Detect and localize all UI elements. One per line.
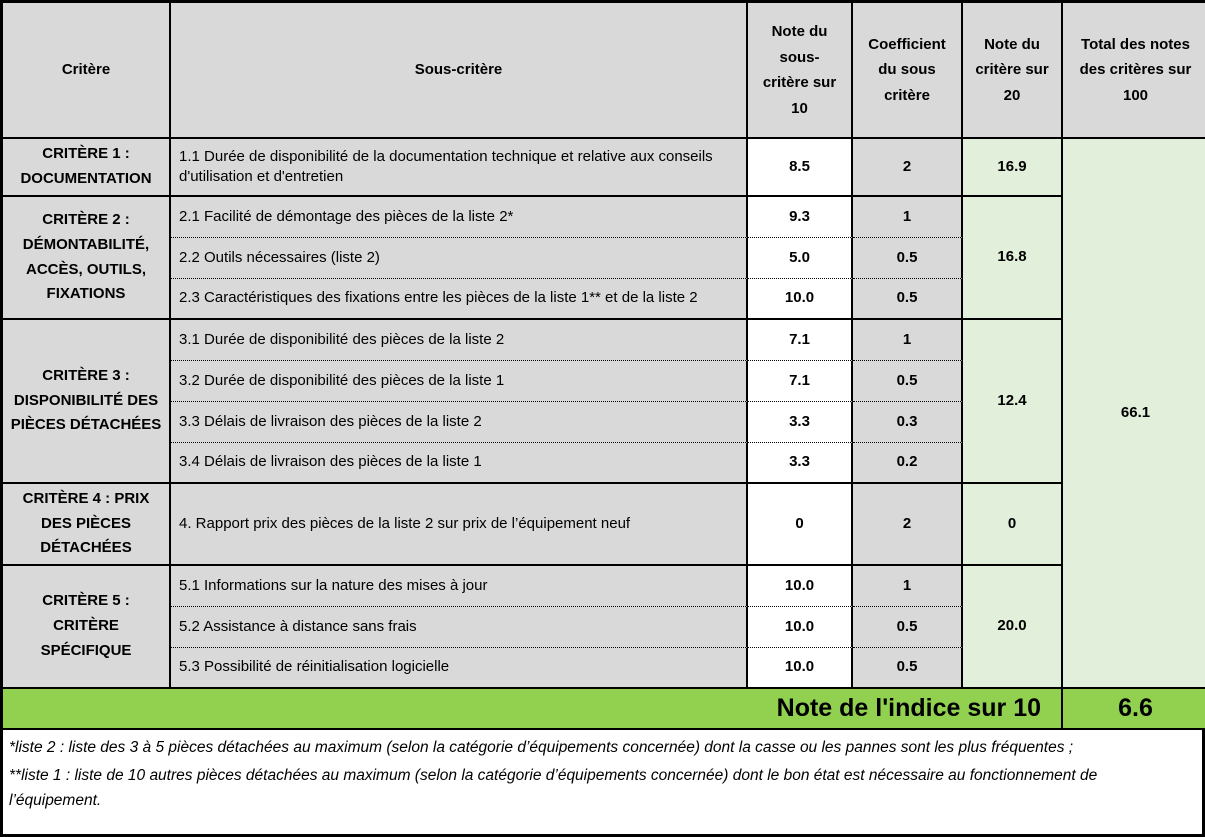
score-3-4: 3.3 <box>748 443 853 484</box>
header-subcriteria: Sous-critère <box>171 3 748 139</box>
score-2-2: 5.0 <box>748 238 853 279</box>
coefficient-5-1: 1 <box>853 566 963 607</box>
criterion-3-label: CRITÈRE 3 : DISPONIBILITÉ DES PIÈCES DÉTACHÉES <box>3 320 171 484</box>
subcriterion-1-1: 1.1 Durée de disponibilité de la documentation technique et relative aux conseils d'utilisation et d'entretien <box>171 139 748 197</box>
score-4: 0 <box>748 484 853 566</box>
score-3-3: 3.3 <box>748 402 853 443</box>
header-row <box>3 3 1205 139</box>
criteria-table <box>3 3 1205 730</box>
coefficient-3-2: 0.5 <box>853 361 963 402</box>
criterion-1-score20: 16.9 <box>963 139 1063 197</box>
score-5-3: 10.0 <box>748 648 853 689</box>
table-row <box>3 566 1205 607</box>
coefficient-2-1: 1 <box>853 197 963 238</box>
subcriterion-3-1: 3.1 Durée de disponibilité des pièces de la liste 2 <box>171 320 748 361</box>
criterion-2-score20: 16.8 <box>963 197 1063 320</box>
index-score-value: 6.6 <box>1063 689 1205 730</box>
criterion-2-label: CRITÈRE 2 : DÉMONTABILITÉ, ACCÈS, OUTILS, FIXATIONS <box>3 197 171 320</box>
coefficient-3-3: 0.3 <box>853 402 963 443</box>
score-2-3: 10.0 <box>748 279 853 320</box>
criterion-4-score20: 0 <box>963 484 1063 566</box>
index-row <box>3 689 1205 730</box>
table-row <box>3 320 1205 361</box>
subcriterion-2-2: 2.2 Outils nécessaires (liste 2) <box>171 238 748 279</box>
subcriterion-5-3: 5.3 Possibilité de réinitialisation logicielle <box>171 648 748 689</box>
header-coefficient: Coefficient du sous critère <box>853 3 963 139</box>
score-3-1: 7.1 <box>748 320 853 361</box>
header-criteria: Critère <box>3 3 171 139</box>
coefficient-1-1: 2 <box>853 139 963 197</box>
criterion-4-label: CRITÈRE 4 : PRIX DES PIÈCES DÉTACHÉES <box>3 484 171 566</box>
subcriterion-2-1: 2.1 Facilité de démontage des pièces de la liste 2* <box>171 197 748 238</box>
subcriterion-5-1: 5.1 Informations sur la nature des mises à jour <box>171 566 748 607</box>
subcriterion-3-4: 3.4 Délais de livraison des pièces de la liste 1 <box>171 443 748 484</box>
subcriterion-2-3: 2.3 Caractéristiques des fixations entre les pièces de la liste 1** et de la liste 2 <box>171 279 748 320</box>
footnote-liste-1: **liste 1 : liste de 10 autres pièces détachées au maximum (selon la catégorie d’équipements concernée) dont le bon état est nécessaire au fonctionnement de l’équipement. <box>9 766 1098 810</box>
coefficient-5-2: 0.5 <box>853 607 963 648</box>
total-score-cell: 66.1 <box>1063 139 1205 689</box>
table-row <box>3 197 1205 238</box>
criterion-3-score20: 12.4 <box>963 320 1063 484</box>
index-score-label: Note de l'indice sur 10 <box>3 689 1063 730</box>
criterion-1-label: CRITÈRE 1 : DOCUMENTATION <box>3 139 171 197</box>
criterion-5-label: CRITÈRE 5 : CRITÈRE SPÉCIFIQUE <box>3 566 171 689</box>
subcriterion-4: 4. Rapport prix des pièces de la liste 2 sur prix de l’équipement neuf <box>171 484 748 566</box>
score-3-2: 7.1 <box>748 361 853 402</box>
score-1-1: 8.5 <box>748 139 853 197</box>
coefficient-3-4: 0.2 <box>853 443 963 484</box>
coefficient-2-2: 0.5 <box>853 238 963 279</box>
header-total: Total des notes des critères sur 100 <box>1063 3 1205 139</box>
header-subscore: Note du sous-critère sur 10 <box>748 3 853 139</box>
subcriterion-3-2: 3.2 Durée de disponibilité des pièces de la liste 1 <box>171 361 748 402</box>
subcriterion-5-2: 5.2 Assistance à distance sans frais <box>171 607 748 648</box>
header-score20: Note du critère sur 20 <box>963 3 1063 139</box>
coefficient-4: 2 <box>853 484 963 566</box>
score-5-1: 10.0 <box>748 566 853 607</box>
table-row <box>3 139 1205 197</box>
coefficient-5-3: 0.5 <box>853 648 963 689</box>
criterion-5-score20: 20.0 <box>963 566 1063 689</box>
score-5-2: 10.0 <box>748 607 853 648</box>
score-2-1: 9.3 <box>748 197 853 238</box>
subcriterion-3-3: 3.3 Délais de livraison des pièces de la liste 2 <box>171 402 748 443</box>
coefficient-2-3: 0.5 <box>853 279 963 320</box>
footnote-liste-2: *liste 2 : liste des 3 à 5 pièces détachées au maximum (selon la catégorie d’équipements concernée) dont la casse ou les pannes sont les plus fréquentes ; <box>9 739 1074 756</box>
footnotes <box>3 730 1202 834</box>
coefficient-3-1: 1 <box>853 320 963 361</box>
table-row <box>3 484 1205 566</box>
